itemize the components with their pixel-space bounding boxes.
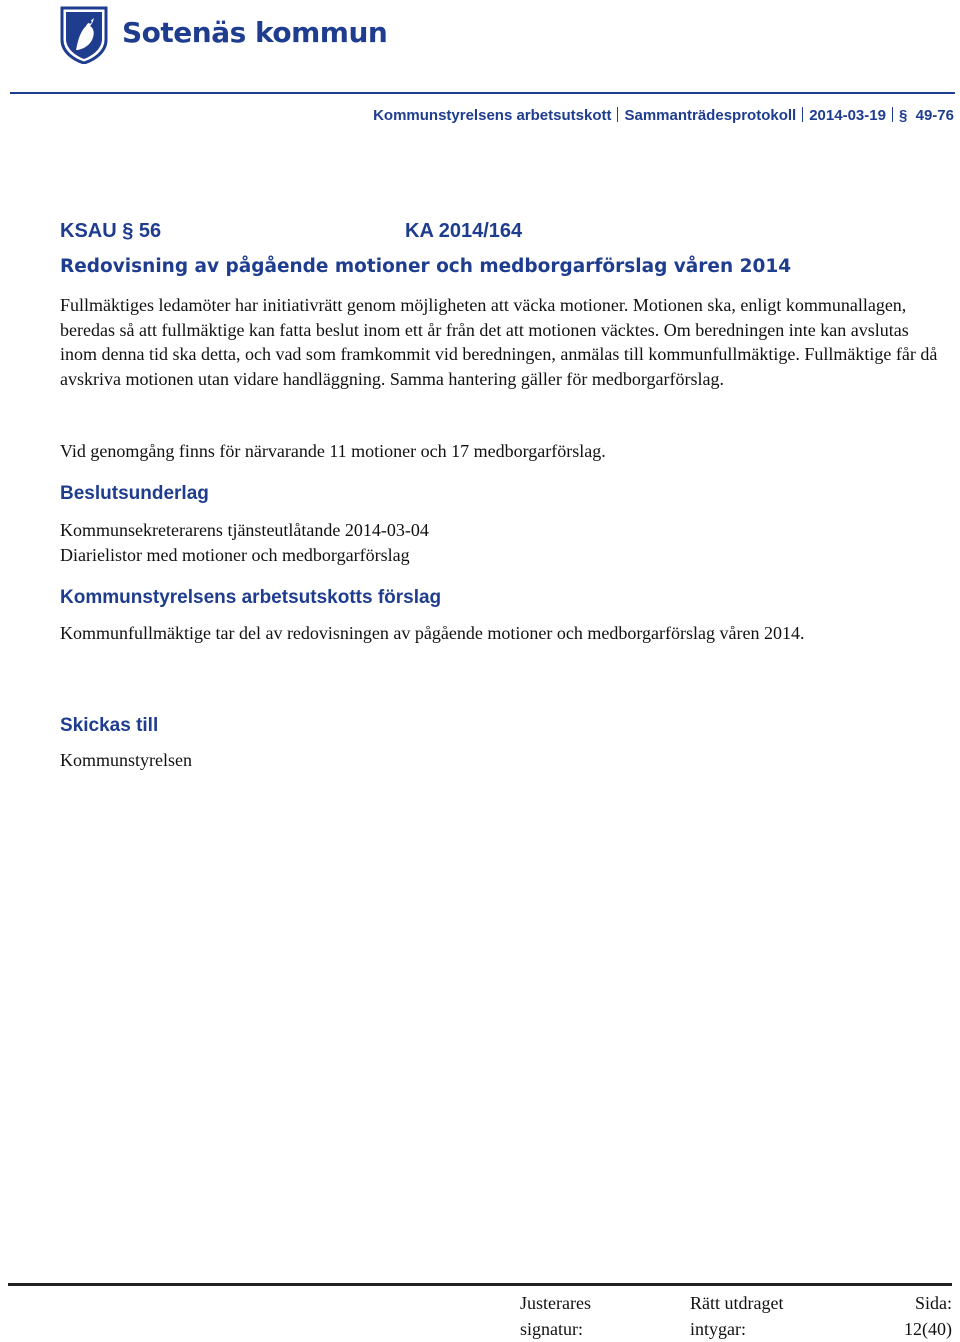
recipient: Kommunstyrelsen — [60, 750, 192, 770]
header-separator — [617, 107, 618, 122]
paragraph-range: 49-76 — [915, 107, 954, 124]
beslutsunderlag-list — [60, 518, 429, 567]
footer-justerares — [520, 1290, 591, 1342]
footer-label: signatur: — [520, 1319, 583, 1339]
footer-label: intygar: — [690, 1319, 746, 1339]
meeting-date: 2014-03-19 — [809, 107, 886, 124]
proposal-heading: Kommunstyrelsens arbetsutskotts förslag — [60, 587, 442, 608]
logo-wordmark: Sotenäs kommun — [122, 16, 388, 49]
document-header-info — [373, 107, 954, 124]
section-title: Redovisning av pågående motioner och medborgarförslag våren 2014 — [60, 256, 792, 277]
document-type: Sammanträdesprotokoll — [624, 107, 797, 124]
footer-label: Rätt utdraget — [690, 1293, 784, 1313]
case-number: KA 2014/164 — [405, 220, 523, 242]
list-item: Kommunsekreterarens tjänsteutlåtande 2014-03-04 — [60, 520, 429, 540]
footer-label: Justerares — [520, 1293, 591, 1313]
municipality-logo — [60, 6, 388, 64]
proposal-text: Kommunfullmäktige tar del av redovisningen av pågående motioner och medborgarförslag våren 2014. — [60, 623, 805, 643]
status-paragraph: Vid genomgång finns för närvarande 11 motioner och 17 medborgarförslag. — [60, 441, 606, 461]
header-separator — [892, 107, 893, 122]
section-identifier-line — [60, 220, 920, 243]
committee-name: Kommunstyrelsens arbetsutskott — [373, 107, 612, 124]
header-divider — [10, 92, 955, 94]
footer-ratt-utdraget — [690, 1290, 783, 1342]
beslutsunderlag-heading: Beslutsunderlag — [60, 483, 209, 504]
footer-divider — [8, 1283, 952, 1286]
header-separator — [802, 107, 803, 122]
send-to-heading: Skickas till — [60, 715, 159, 736]
paragraph-symbol: § — [898, 107, 908, 124]
bird-shield-icon — [60, 6, 108, 64]
page-number: 12(40) — [904, 1319, 952, 1339]
list-item: Diarielistor med motioner och medborgarförslag — [60, 544, 410, 565]
intro-paragraph: Fullmäktiges ledamöter har initiativrätt genom möjligheten att väcka motioner. Motionen ska, enligt kommunallagen, beredas så att fullmäktige kan fatta beslut inom ett år från det att motionen väcktes. Om beredningen inte kan avslutas inom denna tid ska detta, och vad som framkommit vid beredningen, anmälas till kommunfullmäktige. Fullmäktige får då avskriva motionen utan vidare handläggning. Samma hantering gäller för medborgarförslag. — [60, 295, 938, 389]
section-id: KSAU § 56 — [60, 220, 162, 242]
footer-page — [904, 1290, 952, 1342]
footer-label: Sida: — [914, 1293, 952, 1313]
